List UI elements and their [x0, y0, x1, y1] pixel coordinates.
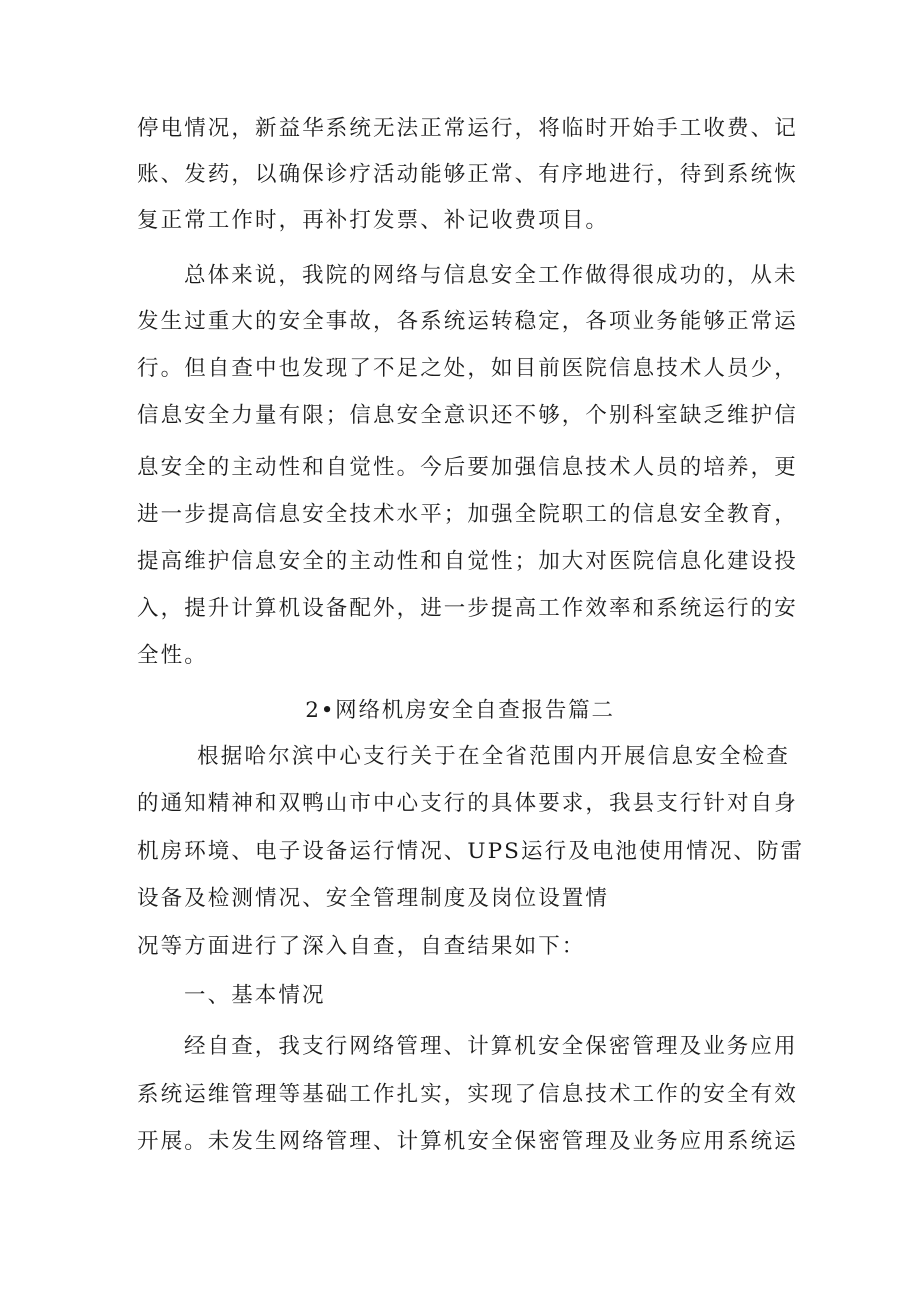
- paragraph-2-line-1: 总体来说，我院的网络与信息安全工作做得很成功的，从未: [184, 263, 798, 288]
- paragraph-2-line-8: 入，提升计算机设备配外，进一步提高工作效率和系统运行的安: [137, 596, 798, 621]
- paragraph-3-line-4: 设备及检测情况、安全管理制度及岗位设置情: [137, 886, 610, 911]
- paragraph-3-line-5: 况等方面进行了深入自查，自查结果如下：: [137, 934, 586, 959]
- paragraph-1-line-3: 复正常工作时，再补打发票、补记收费项目。: [137, 208, 610, 233]
- paragraph-3-line-1: 根据哈尔滨中心支行关于在全省范围内开展信息安全检查: [197, 744, 790, 769]
- paragraph-2-line-2: 发生过重大的安全事故，各系统运转稳定，各项业务能够正常运: [137, 309, 798, 334]
- paragraph-1-line-2: 账、发药，以确保诊疗活动能够正常、有序地进行，待到系统恢: [137, 162, 798, 187]
- paragraph-3-line-3: 机房环境、电子设备运行情况、UPS运行及电池使用情况、防雷: [137, 839, 805, 864]
- paragraph-4-line-3: 开展。未发生网络管理、计算机安全保密管理及业务应用系统运: [137, 1129, 798, 1154]
- paragraph-2-line-3: 行。但自查中也发现了不足之处，如目前医院信息技术人员少，: [137, 356, 798, 381]
- section-heading: 2•网络机房安全自查报告篇二: [305, 698, 615, 723]
- paragraph-1-line-1: 停电情况，新益华系统无法正常运行，将临时开始手工收费、记: [137, 116, 798, 141]
- paragraph-3-line-2: 的通知精神和双鸭山市中心支行的具体要求，我县支行针对自身: [137, 791, 798, 816]
- paragraph-4-line-1: 经自查，我支行网络管理、计算机安全保密管理及业务应用: [184, 1034, 798, 1059]
- paragraph-2-line-4: 信息安全力量有限；信息安全意识还不够，个别科室缺乏维护信: [137, 403, 798, 428]
- paragraph-4-line-2: 系统运维管理等基础工作扎实，实现了信息技术工作的安全有效: [137, 1082, 798, 1107]
- paragraph-2-line-7: 提高维护信息安全的主动性和自觉性；加大对医院信息化建设投: [137, 549, 798, 574]
- paragraph-2-line-9: 全性。: [137, 643, 208, 668]
- paragraph-2-line-6: 进一步提高信息安全技术水平；加强全院职工的信息安全教育，: [137, 502, 798, 527]
- paragraph-2-line-5: 息安全的主动性和自觉性。今后要加强信息技术人员的培养，更: [137, 455, 798, 480]
- subsection-heading: 一、基本情况: [184, 983, 326, 1008]
